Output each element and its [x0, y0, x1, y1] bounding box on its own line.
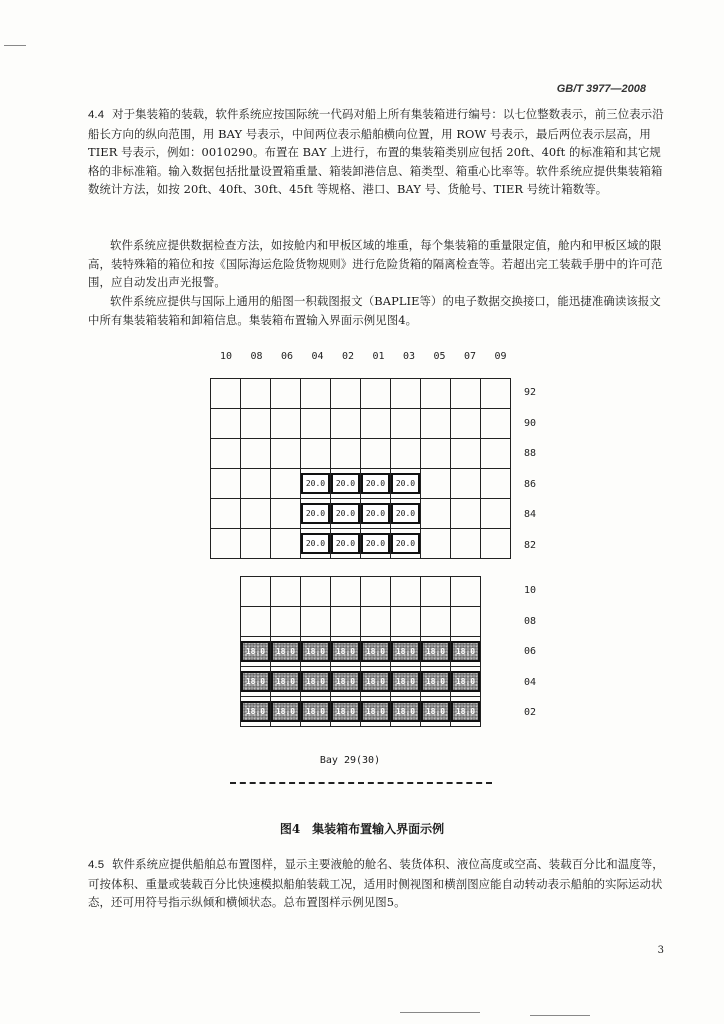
container-slot[interactable]: 20.0	[361, 533, 390, 554]
section-4-5	[88, 855, 668, 912]
slot-cell[interactable]	[421, 667, 451, 697]
container-slot[interactable]: 20.0	[391, 533, 420, 554]
slot-cell[interactable]	[481, 469, 511, 499]
slot-cell[interactable]	[451, 577, 481, 607]
deck-tier-row	[211, 439, 511, 469]
slot-cell[interactable]	[421, 499, 451, 529]
container-slot[interactable]: 18.0	[421, 641, 450, 662]
hold-tier-labels	[520, 576, 544, 731]
tier-number-label: 82	[523, 539, 537, 551]
slot-cell[interactable]	[421, 607, 451, 637]
slot-cell[interactable]	[421, 577, 451, 607]
slot-cell[interactable]	[301, 469, 331, 499]
tier-number-label: 90	[523, 417, 537, 429]
hold-bay-grid	[240, 576, 481, 727]
slot-cell[interactable]	[451, 499, 481, 529]
container-slot[interactable]: 18.0	[421, 701, 450, 722]
tier-number-label: 84	[523, 509, 537, 520]
slot-cell[interactable]	[361, 637, 391, 667]
slot-cell[interactable]	[391, 637, 421, 667]
slot-cell[interactable]	[481, 409, 511, 439]
row-number-label: 06	[280, 351, 294, 362]
slot-cell[interactable]	[301, 577, 331, 607]
container-slot[interactable]: 20.0	[301, 533, 330, 554]
slot-cell[interactable]	[241, 379, 271, 409]
slot-cell[interactable]	[451, 409, 481, 439]
deck-tier-row	[211, 409, 511, 439]
slot-cell[interactable]	[301, 409, 331, 439]
slot-cell[interactable]	[271, 499, 301, 529]
container-slot[interactable]: 18.0	[271, 701, 300, 722]
slot-cell[interactable]	[241, 667, 271, 697]
scan-mark	[530, 1015, 590, 1016]
slot-cell[interactable]	[361, 469, 391, 499]
slot-cell[interactable]	[211, 379, 241, 409]
deck-tier-row	[211, 379, 511, 409]
slot-cell[interactable]	[451, 637, 481, 667]
slot-cell[interactable]	[481, 379, 511, 409]
container-slot[interactable]: 20.0	[391, 473, 420, 494]
slot-cell[interactable]	[331, 439, 361, 469]
container-slot[interactable]: 18.0	[331, 671, 360, 692]
hold-tier-row	[241, 607, 481, 637]
slot-cell[interactable]	[391, 439, 421, 469]
slot-cell[interactable]	[211, 409, 241, 439]
tier-number-label: 08	[523, 615, 537, 627]
slot-cell[interactable]	[361, 697, 391, 727]
slot-cell[interactable]	[331, 667, 361, 697]
container-slot[interactable]: 18.0	[271, 641, 300, 662]
tier-number-label: 04	[523, 676, 537, 688]
hold-tier-row	[241, 577, 481, 607]
slot-cell[interactable]	[301, 379, 331, 409]
slot-cell[interactable]	[391, 607, 421, 637]
slot-cell[interactable]	[211, 499, 241, 529]
slot-cell[interactable]	[451, 697, 481, 727]
slot-cell[interactable]	[241, 469, 271, 499]
container-slot[interactable]: 18.0	[241, 671, 270, 692]
figure-caption: 图4 集装箱布置输入界面示例	[279, 822, 445, 836]
container-slot[interactable]: 20.0	[331, 533, 360, 554]
bay-label: Bay 29(30)	[319, 755, 381, 766]
container-slot[interactable]: 18.0	[391, 641, 420, 662]
page-number: 3	[657, 945, 664, 956]
slot-cell[interactable]	[421, 637, 451, 667]
slot-cell[interactable]	[271, 607, 301, 637]
scan-mark	[400, 1012, 480, 1013]
slot-cell[interactable]	[391, 379, 421, 409]
slot-cell[interactable]	[241, 409, 271, 439]
row-number-label: 09	[494, 351, 507, 362]
slot-cell[interactable]	[271, 439, 301, 469]
slot-cell[interactable]	[241, 637, 271, 667]
slot-cell[interactable]	[331, 499, 361, 529]
section-4-4	[88, 105, 668, 199]
slot-cell[interactable]	[271, 577, 301, 607]
slot-cell[interactable]	[301, 439, 331, 469]
slot-cell[interactable]	[391, 697, 421, 727]
slot-cell[interactable]	[271, 529, 301, 559]
slot-cell[interactable]	[301, 637, 331, 667]
row-number-label: 02	[341, 351, 355, 362]
container-slot[interactable]: 20.0	[361, 473, 390, 494]
container-slot[interactable]: 18.0	[271, 671, 300, 692]
slot-cell[interactable]	[301, 667, 331, 697]
slot-cell[interactable]	[331, 409, 361, 439]
slot-cell[interactable]	[361, 607, 391, 637]
container-slot[interactable]: 18.0	[451, 671, 480, 692]
row-number-label: 07	[463, 351, 477, 362]
slot-cell[interactable]	[481, 529, 511, 559]
container-slot[interactable]: 18.0	[451, 641, 480, 662]
slot-cell[interactable]	[331, 607, 361, 637]
container-slot[interactable]: 18.0	[391, 671, 420, 692]
slot-cell[interactable]	[481, 499, 511, 529]
tier-number-label: 88	[523, 448, 537, 459]
slot-cell[interactable]	[481, 439, 511, 469]
tier-number-label: 86	[523, 478, 537, 490]
slot-cell[interactable]	[301, 499, 331, 529]
container-slot[interactable]: 18.0	[301, 641, 330, 662]
slot-cell[interactable]	[271, 637, 301, 667]
standard-code: GB/T 3977—2008	[556, 83, 646, 95]
slot-cell[interactable]	[421, 529, 451, 559]
slot-cell[interactable]	[391, 499, 421, 529]
tier-number-label: 06	[523, 646, 537, 657]
slot-cell[interactable]	[391, 409, 421, 439]
container-slot[interactable]: 18.0	[451, 701, 480, 722]
slot-cell[interactable]	[361, 409, 391, 439]
slot-cell[interactable]	[271, 469, 301, 499]
slot-cell[interactable]	[301, 607, 331, 637]
slot-cell[interactable]	[391, 577, 421, 607]
container-slot[interactable]: 20.0	[361, 503, 390, 524]
container-slot[interactable]: 18.0	[361, 671, 390, 692]
slot-cell[interactable]	[301, 697, 331, 727]
slot-cell[interactable]	[331, 637, 361, 667]
slot-cell[interactable]	[361, 577, 391, 607]
container-slot[interactable]: 20.0	[301, 503, 330, 524]
slot-cell[interactable]	[331, 529, 361, 559]
slot-cell[interactable]	[451, 469, 481, 499]
slot-cell[interactable]	[301, 529, 331, 559]
slot-cell[interactable]	[451, 439, 481, 469]
row-number-label: 03	[402, 351, 416, 362]
slot-cell[interactable]	[421, 409, 451, 439]
dashed-divider	[230, 782, 492, 784]
slot-cell[interactable]	[421, 469, 451, 499]
slot-cell[interactable]	[451, 529, 481, 559]
container-slot[interactable]: 18.0	[301, 701, 330, 722]
slot-cell[interactable]	[211, 529, 241, 559]
slot-cell[interactable]	[421, 379, 451, 409]
slot-cell[interactable]	[361, 439, 391, 469]
slot-cell[interactable]	[211, 439, 241, 469]
slot-cell[interactable]	[391, 529, 421, 559]
slot-cell[interactable]	[331, 697, 361, 727]
deck-tier-labels	[520, 378, 544, 564]
tier-number-label: 02	[523, 707, 537, 718]
deck-tier-row	[211, 529, 511, 559]
slot-cell[interactable]	[241, 439, 271, 469]
tier-number-label: 10	[523, 585, 537, 596]
slot-cell[interactable]	[391, 469, 421, 499]
slot-cell[interactable]	[241, 577, 271, 607]
slot-cell[interactable]	[241, 529, 271, 559]
paragraph-data-check: 软件系统应提供数据检查方法，如按舱内和甲板区域的堆重，每个集装箱的重量限定值，舱内和甲板区域的限高，装特殊箱的箱位和按《国际海运危险货物规则》进行危险货箱的隔离检查等。若超出完工装载手册中的许可范围，应自动发出声光报警。	[88, 238, 663, 290]
tier-number-label: 92	[523, 387, 537, 398]
container-slot[interactable]: 18.0	[331, 701, 360, 722]
hold-tier-row	[241, 667, 481, 697]
slot-cell[interactable]	[421, 439, 451, 469]
hold-tier-row	[241, 697, 481, 727]
scan-mark	[4, 45, 26, 46]
deck-bay-grid	[210, 378, 511, 559]
paragraph-text: 软件系统应提供船舶总布置图样，显示主要液舱的舱名、装货体积、液位高度或空高、装载百分比和温度等，可按体积、重量或装载百分比快速模拟船舶装载工况，适用时侧视图和横剖图应能自动转动表示船舶的实际运动状态，还可用符号指示纵倾和横倾状态。总布置图样示例见图5。	[88, 857, 664, 910]
slot-cell[interactable]	[361, 499, 391, 529]
slot-cell[interactable]	[361, 667, 391, 697]
container-slot[interactable]: 18.0	[331, 641, 360, 662]
section-number: 4.5	[88, 859, 105, 871]
container-slot[interactable]: 20.0	[331, 473, 360, 494]
container-slot[interactable]: 18.0	[241, 641, 270, 662]
slot-cell[interactable]	[211, 469, 241, 499]
row-number-label: 08	[250, 351, 263, 362]
slot-cell[interactable]	[451, 379, 481, 409]
slot-cell[interactable]	[241, 607, 271, 637]
section-number: 4.4	[88, 109, 105, 121]
slot-cell[interactable]	[421, 697, 451, 727]
paragraph-text: 对于集装箱的装载，软件系统应按国际统一代码对船上所有集装箱进行编号：以七位整数表示，前三位表示沿船长方向的纵向范围，用 BAY 号表示，中间两位表示船舶横向位置，用 ROW 号表示，最后两位表示层高，用 TIER 号表示，例如：0010290。布置在 BAY 上进行，布置的集装箱类别应包括 20ft、40ft 的标准箱和其它规格的非标准箱。输入数据包括批量设置箱重量、箱装卸港信息、箱类型、箱重心比率等。软件系统应提供集装箱箱数统计方法，如按 20ft、40ft、30ft、45ft 等规格、港口、BAY 号、货舱号、TIER 号统计箱数等。	[88, 107, 664, 197]
container-slot[interactable]: 18.0	[361, 701, 390, 722]
container-slot[interactable]: 18.0	[301, 671, 330, 692]
slot-cell[interactable]	[361, 529, 391, 559]
row-number-label: 01	[372, 351, 385, 362]
row-number-label: 10	[219, 351, 233, 362]
slot-cell[interactable]	[331, 577, 361, 607]
slot-cell[interactable]	[271, 409, 301, 439]
slot-cell[interactable]	[361, 379, 391, 409]
slot-cell[interactable]	[271, 667, 301, 697]
slot-cell[interactable]	[331, 379, 361, 409]
hold-tier-row	[241, 637, 481, 667]
slot-cell[interactable]	[271, 697, 301, 727]
slot-cell[interactable]	[451, 607, 481, 637]
slot-cell[interactable]	[331, 469, 361, 499]
container-slot[interactable]: 20.0	[391, 503, 420, 524]
deck-tier-row	[211, 499, 511, 529]
row-number-header	[211, 351, 511, 365]
paragraph-baplie: 软件系统应提供与国际上通用的船图一积载图报文（BAPLIE等）的电子数据交换接口，能迅捷准确读该报文中所有集装箱装箱和卸箱信息。集装箱布置输入界面示例见图4。	[88, 294, 661, 327]
container-slot[interactable]: 20.0	[331, 503, 360, 524]
container-slot[interactable]: 18.0	[361, 641, 390, 662]
container-slot[interactable]: 18.0	[241, 701, 270, 722]
slot-cell[interactable]	[271, 379, 301, 409]
row-number-label: 04	[311, 351, 324, 362]
container-slot[interactable]: 20.0	[301, 473, 330, 494]
container-slot[interactable]: 18.0	[391, 701, 420, 722]
slot-cell[interactable]	[391, 667, 421, 697]
container-slot[interactable]: 18.0	[421, 671, 450, 692]
slot-cell[interactable]	[451, 667, 481, 697]
deck-tier-row	[211, 469, 511, 499]
slot-cell[interactable]	[241, 499, 271, 529]
row-number-label: 05	[433, 351, 446, 362]
slot-cell[interactable]	[241, 697, 271, 727]
